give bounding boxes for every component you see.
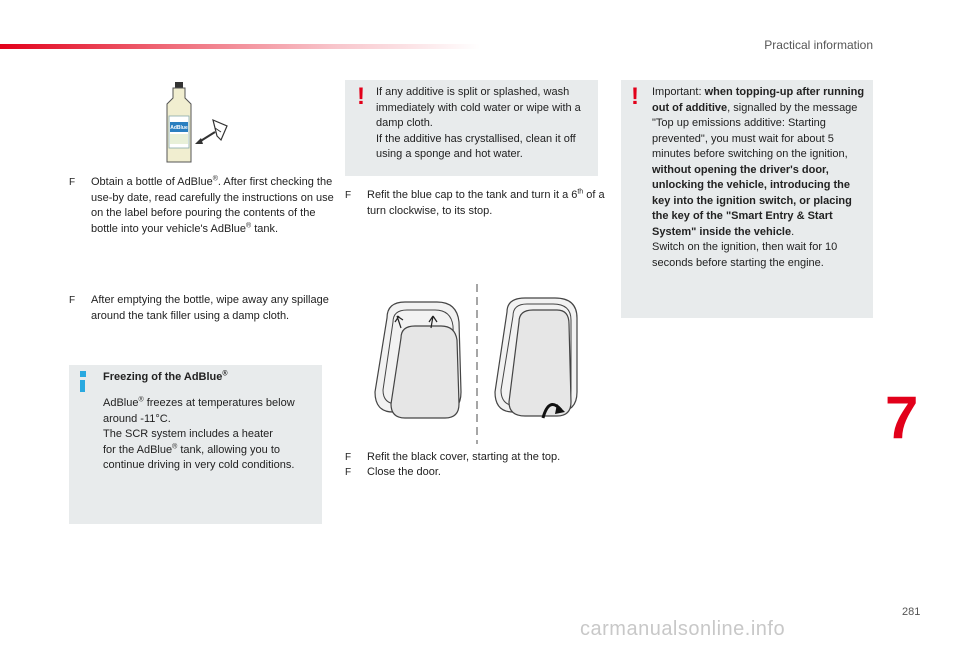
chapter-number: 7 <box>885 384 919 451</box>
step-text: Refit the blue cap to the tank and turn it a 6 <box>367 189 578 201</box>
step-obtain-bottle <box>69 175 344 237</box>
warning-box-topping-up <box>621 80 873 318</box>
step-refit-cover <box>345 450 620 466</box>
ordinal-suffix: th <box>577 188 584 196</box>
step-text: Refit the black cover, starting at the top. <box>367 451 561 463</box>
step-close-door <box>345 465 620 481</box>
step-wipe-spillage <box>69 293 344 324</box>
info-box-title: Freezing of the AdBlue® <box>103 370 228 383</box>
watermark: carmanualsonline.info <box>580 618 786 640</box>
step-bullet: F <box>345 452 352 463</box>
step-bullet: F <box>69 177 76 188</box>
step-bullet: F <box>69 295 76 306</box>
step-text: After emptying the bottle, wipe away any spillage around the tank filler using a damp cloth. <box>91 294 329 322</box>
registered-mark: ® <box>245 221 252 229</box>
warning-icon: ! <box>631 83 639 110</box>
step-bullet: F <box>345 467 352 478</box>
info-box-body: AdBlue® freezes at temperatures below around -11°C. The SCR system includes a heater for the AdBlue® tank, allowing you to continue driving in very cold conditions. <box>103 396 295 471</box>
step-bullet: F <box>345 190 352 201</box>
step-text: Close the door. <box>367 466 441 478</box>
info-box-freezing <box>69 365 322 524</box>
adblue-bottle-illustration <box>155 82 235 168</box>
step-refit-cap <box>345 188 620 219</box>
step-text: of a turn clockwise, to its stop. <box>367 189 605 217</box>
warning-box-spill <box>345 80 598 176</box>
section-title: Practical information <box>764 38 873 52</box>
step-text: Obtain a bottle of AdBlue <box>91 176 213 188</box>
registered-mark: ® <box>212 175 218 183</box>
tank-cover-illustration <box>365 282 587 446</box>
header-accent-bar <box>0 44 480 49</box>
step-text: tank. <box>251 222 279 235</box>
page-number: 281 <box>902 606 921 618</box>
bottle-label-text: AdBlue <box>170 125 188 131</box>
warning-icon: ! <box>357 83 365 110</box>
warning-box-text: If any additive is split or splashed, wash immediately with cold water or wipe with a damp cloth. If the additive has crystallised, clean it off using a sponge and hot water. <box>376 86 581 160</box>
warning-box-text: Important: when topping-up after running out of additive, signalled by the message "Top up emissions additive: Starting prevented", you must wait for about 5 minutes before switching on the ignition, without opening the driver's door, unlocking the vehicle, introducing the key into the ignition switch, or placing the key of the "Smart Entry & Start System" inside the vehicle. Switch on the ignition, then wait for 10 seconds before starting the engine. <box>652 86 865 269</box>
step-text: . After first checking the use-by date, read carefully the instructions on use on the label before pouring the contents of the bottle into your vehicle's AdBlue <box>91 176 334 235</box>
info-icon <box>79 371 88 393</box>
